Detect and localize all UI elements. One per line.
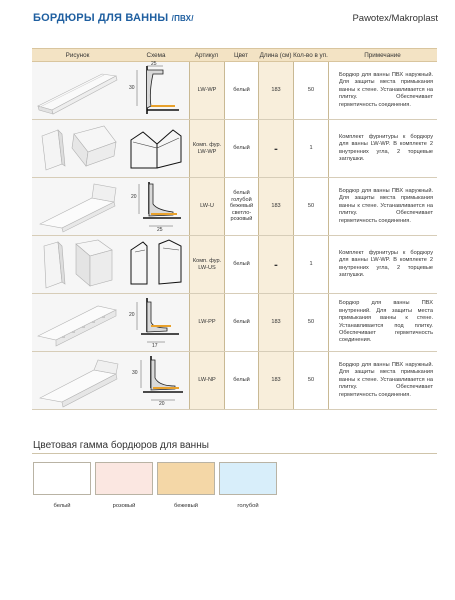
note-text: Комплект фурнитуры к бордюру для ванны LW-WP. В комплекте 2 внутренних угла, 2 торцевые заглушки.: [339, 249, 433, 278]
table-row: [32, 236, 437, 294]
length-cell: [258, 178, 293, 235]
table-row: [32, 352, 437, 410]
article-value: LW-NP: [198, 377, 216, 384]
scheme-dimension: 25: [151, 61, 157, 67]
scheme-dimension: 30: [129, 85, 135, 91]
color-value: белый: [233, 377, 250, 384]
profile-scheme: [123, 352, 189, 409]
product-drawing: [32, 120, 123, 177]
length-value: 183: [271, 319, 281, 326]
table-row: [32, 294, 437, 352]
note-text: Бордюр для ванны ПВХ наружный. Для защиты места примыкания ванны к стене. Устанавливается на плитку. Обеспечивает герметичность соединения.: [339, 188, 433, 224]
color-cell: [224, 178, 258, 235]
column-header-note: Примечание: [364, 51, 401, 59]
note-text: Бордюр для ванны ПВХ внутренний. Для защиты места примыкания ванны к стене. Устанавливается под плитку. Обеспечивает герметичность соединения.: [339, 300, 433, 344]
color-cell: [224, 236, 258, 293]
profile-scheme: [123, 236, 189, 293]
article-value: LW-PP: [198, 319, 216, 326]
palette-title: Цветовая гамма бордюров для ванны: [33, 440, 209, 451]
qty-value: 50: [307, 203, 315, 210]
profile-scheme: [123, 120, 189, 177]
swatch-label: розовый: [112, 503, 136, 509]
article-value: LW-U: [200, 203, 214, 210]
color-value: белый голубой бежевый светло-розовый: [229, 190, 254, 223]
product-table: [32, 48, 437, 410]
swatch-label: голубой: [237, 503, 259, 509]
color-cell: [224, 294, 258, 351]
article-value: Комп. фур. LW-US: [192, 258, 222, 271]
note-cell: [328, 236, 437, 293]
qty-value: 50: [307, 87, 315, 94]
page-header: [33, 12, 438, 32]
palette-divider: [32, 453, 437, 454]
qty-value: 1: [309, 145, 313, 152]
length-value: -: [274, 258, 278, 271]
qty-cell: [293, 294, 328, 351]
length-cell: [258, 294, 293, 351]
table-row: [32, 120, 437, 178]
qty-cell: [293, 120, 328, 177]
qty-cell: [293, 178, 328, 235]
qty-cell: [293, 352, 328, 409]
profile-scheme: [123, 62, 189, 119]
article-value: LW-WP: [197, 87, 217, 94]
scheme-dimension: 20: [129, 312, 135, 318]
color-swatch-pink: [95, 462, 153, 495]
note-text: Бордюр для ванны ПВХ наружный. Для защиты места примыкания ванны к стене. Устанавливается на плитку. Обеспечивает герметичность соединения.: [339, 362, 433, 398]
note-cell: [328, 62, 437, 119]
note-cell: [328, 352, 437, 409]
column-header-drawing: Рисунок: [65, 51, 90, 59]
qty-cell: [293, 236, 328, 293]
article-cell: [189, 352, 224, 409]
product-drawing: [32, 294, 123, 351]
length-value: 183: [271, 87, 281, 94]
scheme-dimension: 30: [132, 370, 138, 376]
column-header-article: Артикул: [194, 51, 219, 59]
page-title: [33, 12, 194, 24]
length-cell: [258, 352, 293, 409]
product-drawing: [32, 352, 123, 409]
page-title-suffix: /ПВХ/: [171, 14, 194, 23]
product-drawing: [32, 178, 123, 235]
scheme-dimension: 17: [152, 343, 158, 349]
length-value: 183: [271, 377, 281, 384]
product-drawing: [32, 236, 123, 293]
color-value: белый: [233, 87, 250, 94]
color-swatch-blue: [219, 462, 277, 495]
profile-scheme: [123, 178, 189, 235]
scheme-dimension: 25: [157, 227, 163, 233]
scheme-dimension: 20: [131, 194, 137, 200]
scheme-dimension: 20: [159, 401, 165, 407]
note-text: Бордюр для ванны ПВХ наружный. Для защиты места примыкания ванны к стене. Устанавливается на плитку. Обеспечивает герметичность соединения.: [339, 72, 433, 108]
column-header-scheme: Схема: [146, 51, 166, 59]
product-drawing: [32, 62, 123, 119]
color-value: белый: [233, 145, 250, 152]
article-cell: [189, 178, 224, 235]
color-swatch-beige: [157, 462, 215, 495]
qty-value: 1: [309, 261, 313, 268]
article-cell: [189, 120, 224, 177]
column-header-color: Цвет: [233, 51, 249, 59]
article-cell: [189, 294, 224, 351]
page-title-text: БОРДЮРЫ ДЛЯ ВАННЫ: [33, 12, 169, 24]
note-cell: [328, 294, 437, 351]
color-swatch-white: [33, 462, 91, 495]
table-row: [32, 178, 437, 236]
profile-scheme: [123, 294, 189, 351]
note-cell: [328, 120, 437, 177]
qty-value: 50: [307, 319, 315, 326]
color-cell: [224, 120, 258, 177]
brand-name: Pawotex/Makroplast: [352, 13, 438, 24]
qty-cell: [293, 62, 328, 119]
note-text: Комплект фурнитуры к бордюру для ванны LW-WP. В комплекте 2 внутренних угла, 2 торцевые заглушки.: [339, 133, 433, 162]
swatch-label: бежевый: [174, 503, 198, 509]
column-header-length: Длина (см): [259, 51, 292, 59]
color-cell: [224, 62, 258, 119]
length-cell: [258, 236, 293, 293]
table-header: [32, 48, 437, 62]
swatch-label: белый: [53, 503, 71, 509]
color-value: белый: [233, 261, 250, 268]
note-cell: [328, 178, 437, 235]
length-value: -: [274, 142, 278, 155]
qty-value: 50: [307, 377, 315, 384]
article-cell: [189, 62, 224, 119]
color-value: белый: [233, 319, 250, 326]
column-header-qty: Кол-во в уп.: [293, 51, 328, 59]
table-row: [32, 62, 437, 120]
article-cell: [189, 236, 224, 293]
color-cell: [224, 352, 258, 409]
length-value: 183: [271, 203, 281, 210]
length-cell: [258, 120, 293, 177]
length-cell: [258, 62, 293, 119]
article-value: Комп. фур. LW-WP: [192, 142, 222, 155]
